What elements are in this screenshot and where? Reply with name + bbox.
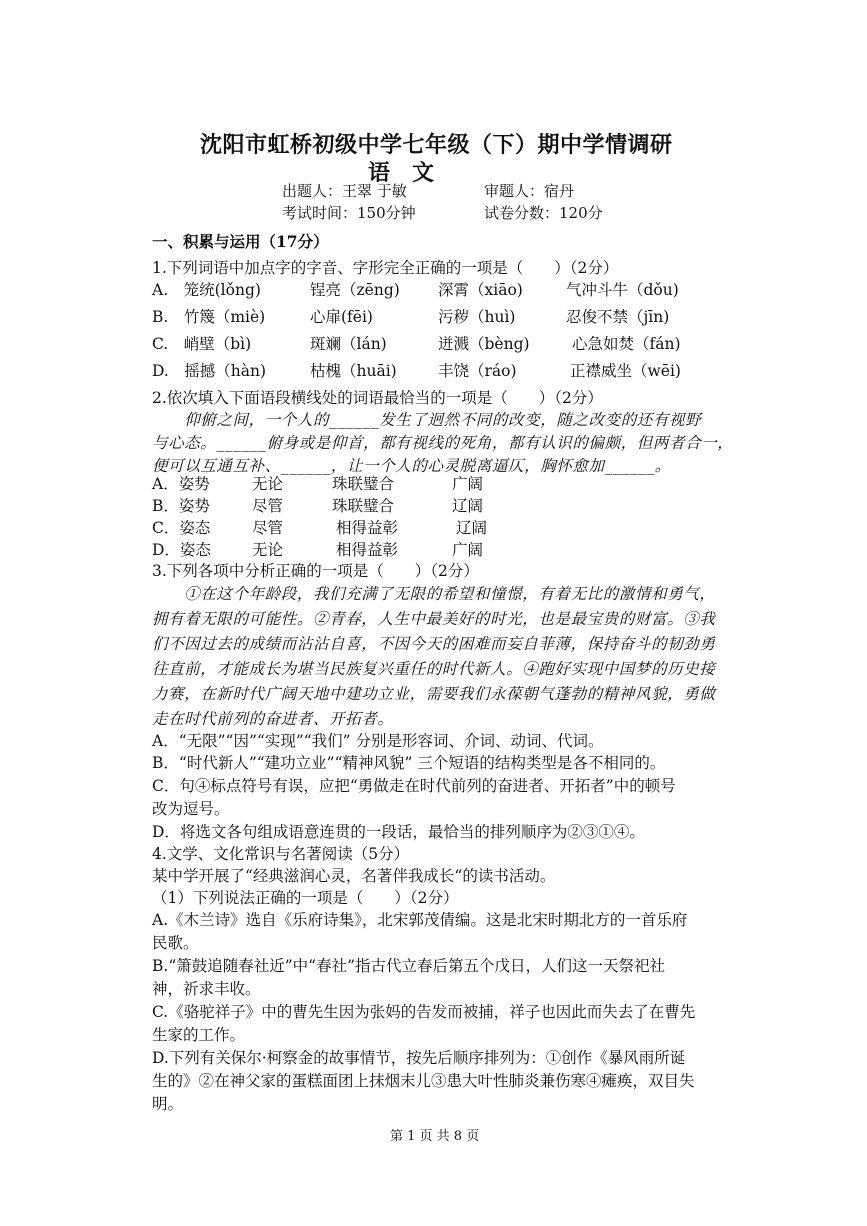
q2-c-1: C．姿态 <box>152 519 211 537</box>
q1-b-word-3: 污秽（huì) <box>438 308 516 326</box>
q4-line-7: D.下列有关保尔·柯察金的故事情节，按先后顺序排列为：①创作《暴风雨所诞 <box>152 1049 686 1067</box>
q2-passage-line-2: 与心态。______俯身或是仰首，都有视线的死角，都有认识的偏颇，但两者合一， <box>152 434 734 452</box>
q2-c-4: 辽阔 <box>456 519 488 537</box>
exam-time: 考试时间：150分钟 <box>282 204 416 222</box>
q4-sub1: （1）下列说法正确的一项是（ ）（2分） <box>152 889 459 907</box>
q3-stem: 3.下列各项中分析正确的一项是（ ）（2分） <box>152 562 479 580</box>
q1-a-word-4: 气冲斗牛（dǒu) <box>566 281 679 299</box>
q4-line-9: 明。 <box>152 1095 184 1113</box>
q3-option-a: A．“无限”“因”“实现”“我们” 分别是形容词、介词、动词、代词。 <box>152 732 604 750</box>
q3-passage-line-2: 拥有着无限的可能性。②青春，人生中最美好的时光，也是最宝贵的财富。③我 <box>152 610 716 628</box>
page-footer: 第 1 页 共 8 页 <box>390 1129 480 1144</box>
q3-option-d: D．将选文各句组成语意连贯的一段话，最恰当的排列顺序为②③①④。 <box>152 823 645 841</box>
q2-passage-line-1: 仰俯之间，一个人的______发生了迥然不同的改变，随之改变的还有视野 <box>152 411 702 429</box>
q4-line-2: 民歌。 <box>152 934 199 952</box>
q4-line-6: 生家的工作。 <box>152 1026 246 1044</box>
q1-a-word-2: 锃亮（zēng) <box>310 281 400 299</box>
q4-stem: 4.文学、文化常识与名著阅读（5分） <box>152 845 410 863</box>
exam-subject: 语文 <box>368 160 457 186</box>
q2-c-3: 相得益彰 <box>336 519 399 537</box>
q1-d-word-4: 正襟威坐（wēi) <box>570 362 681 380</box>
q2-d-1: D．姿态 <box>152 541 211 559</box>
q1-d-word-3: 丰饶（ráo) <box>438 362 517 380</box>
q2-d-3: 相得益彰 <box>336 541 399 559</box>
q4-line-8: 生的》②在神父家的蛋糕面团上抹烟末儿③患大叶性肺炎兼伤寒④瘫痪，双目失 <box>152 1072 695 1090</box>
q2-a-2: 无论 <box>252 475 284 493</box>
q2-a-1: A．姿势 <box>152 475 210 493</box>
q1-stem: 1.下列词语中加点字的字音、字形完全正确的一项是（ ）（2分） <box>152 259 619 277</box>
q2-a-3: 珠联璧合 <box>332 475 395 493</box>
section-heading: 一、积累与运用（17分） <box>152 232 329 251</box>
q1-d-word-2: 枯槐（huāi) <box>310 362 397 380</box>
q4-line-4: 神，祈求丰收。 <box>152 980 261 998</box>
exam-score: 试卷分数：120分 <box>484 204 603 222</box>
q2-a-4: 广阔 <box>452 475 484 493</box>
q3-passage-line-3: 们不因过去的成绩而沾沾自喜，不因今天的困难而妄自菲薄，保持奋斗的韧劲勇 <box>152 635 716 653</box>
q1-c-word-3: 迸溅（bèng) <box>438 335 530 353</box>
q1-b-word-2: 心扉(fēi) <box>310 308 373 326</box>
q1-b-word-1: B. 竹篾（miè) <box>152 308 266 326</box>
q1-c-word-1: C. 峭壁（bì) <box>152 335 252 353</box>
q4-line-1: A.《木兰诗》选自《乐府诗集》，北宋郭茂倩编。这是北宋时期北方的一首乐府 <box>152 911 688 929</box>
q2-d-2: 无论 <box>252 541 284 559</box>
q2-b-1: B．姿势 <box>152 497 210 515</box>
question-setter: 出题人：王翠 于敏 <box>282 182 407 200</box>
q2-c-2: 尽管 <box>252 519 284 537</box>
q1-d-word-1: D. 摇撼（hàn) <box>152 362 267 380</box>
q4-intro: 某中学开展了“经典滋润心灵，名著伴我成长“的读书活动。 <box>152 867 556 885</box>
q1-a-word-3: 深霄（xiāo) <box>438 281 523 299</box>
q3-passage-line-4: 往直前，才能成长为堪当民族复兴重任的时代新人。④跑好实现中国梦的历史接 <box>152 660 716 678</box>
q1-a-word-1: A. 笼统(lǒng) <box>152 281 261 299</box>
q2-stem: 2.依次填入下面语段横线处的词语最恰当的一项是（ ）（2分） <box>152 389 603 407</box>
q3-passage-line-6: 走在时代前列的奋进者、开拓者。 <box>152 710 394 728</box>
q2-b-4: 辽阔 <box>452 497 484 515</box>
q3-passage-line-1: ①在这个年龄段，我们充满了无限的希望和憧憬，有着无比的激情和勇气， <box>152 585 716 603</box>
q2-b-2: 尽管 <box>252 497 284 515</box>
q1-c-word-2: 斑斓（lán) <box>310 335 387 353</box>
q4-line-3: B.“箫鼓追随春社近”中“春社”指古代立春后第五个戊日，人们这一天祭祀社 <box>152 957 666 975</box>
q1-c-word-4: 心急如焚（fán) <box>572 335 681 353</box>
exam-title: 沈阳市虹桥初级中学七年级（下）期中学情调研 <box>200 132 673 158</box>
q4-line-5: C.《骆驼祥子》中的曹先生因为张妈的告发而被捕，祥子也因此而失去了在曹先 <box>152 1003 696 1021</box>
q2-b-3: 珠联璧合 <box>332 497 395 515</box>
q3-passage-line-5: 力赛，在新时代广阔天地中建功立业，需要我们永葆朝气蓬勃的精神风貌，勇做 <box>152 685 716 703</box>
question-reviewer: 审题人：宿丹 <box>484 182 575 200</box>
q2-passage-line-3: 便可以互通互补、______，让一个人的心灵脱离逼仄，胸怀愈加______。 <box>152 457 671 475</box>
q1-b-word-4: 忍俊不禁（jīn) <box>566 308 670 326</box>
q3-option-c-cont: 改为逗号。 <box>152 800 230 818</box>
q3-option-b: B．“时代新人”“建功立业”“精神风貌” 三个短语的结构类型是各不相同的。 <box>152 754 666 772</box>
q3-option-c: C．句④标点符号有误，应把“勇做走在时代前列的奋进者、开拓者”中的顿号 <box>152 777 676 795</box>
q2-d-4: 广阔 <box>452 541 484 559</box>
